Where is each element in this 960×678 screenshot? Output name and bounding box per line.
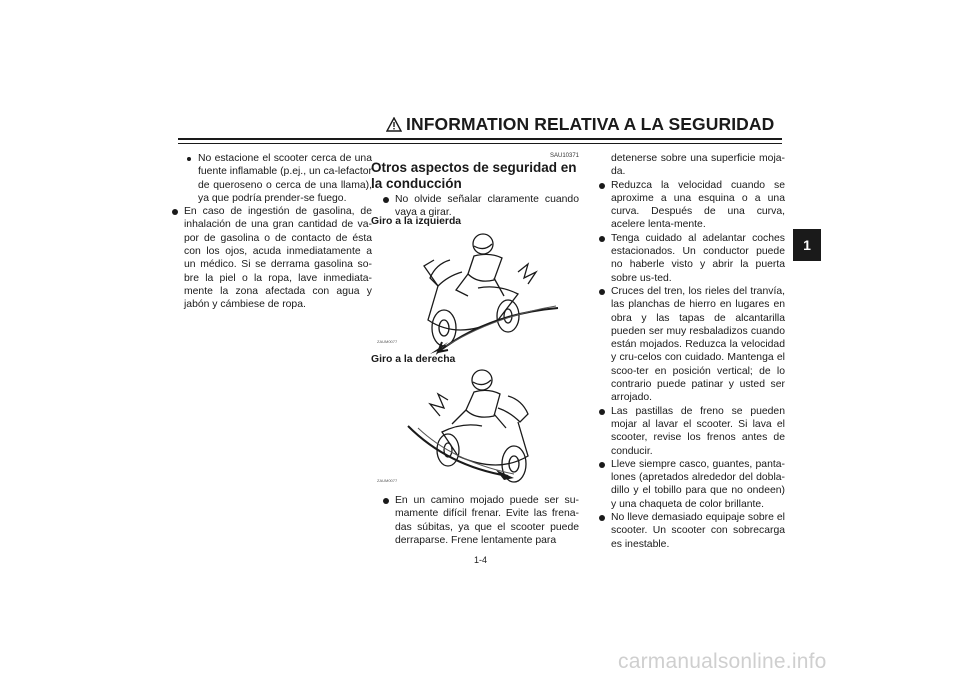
right-column xyxy=(597,152,785,551)
bullet-icon xyxy=(599,409,605,415)
continuation-text: detenerse sobre una superficie moja-da. xyxy=(611,153,785,178)
list-item xyxy=(170,205,372,311)
list-item xyxy=(184,152,372,205)
list-item-text: Cruces del tren, los rieles del tranvía, las planchas de hierro en lugares en obra y las tapas de alcantarilla pueden ser muy resbaladizos cuando están mojados. Reduzca la velocidad y cru-celos con cuidado. Mantenga el scoo-ter en posición vertical; de lo contrario puede patinar y usted ser arrojado. xyxy=(611,285,785,404)
list-item-text: Tenga cuidado al adelantar coches estacionados. Un conductor puede no haberle visto y abrir la puerta sobre us-ted. xyxy=(611,232,785,284)
bullet-icon xyxy=(172,209,178,215)
list-item xyxy=(597,232,785,285)
list-item xyxy=(597,511,785,551)
list-item-text: No olvide señalar claramente cuando vaya a girar. xyxy=(395,194,579,219)
list-item-text: En caso de ingestión de gasolina, de inhalación de una gran cantidad de va-por de gasolina o de contacto de ésta con los ojos, acuda inmediatamente a un médico. Si se derrama gasolina so-bre la piel o la ropa, lave inmediata-mente la zona afectada con agua y jabón y cámbiese de ropa. xyxy=(184,206,372,311)
list-item-text: No estacione el scooter cerca de una fuente inflamable (p.ej., un ca-lefactor de queroseno o cerca de una llama), ya que podría prender-se fuego. xyxy=(198,153,372,204)
bullet-icon xyxy=(599,236,605,242)
chapter-tab[interactable]: 1 xyxy=(793,229,821,261)
left-turn-heading: Giro a la izquierda xyxy=(371,216,462,227)
bullet-icon xyxy=(599,515,605,521)
right-turn-heading: Giro a la derecha xyxy=(371,354,456,365)
page-title: INFORMATION RELATIVA A LA SEGURIDAD xyxy=(406,114,775,134)
list-item xyxy=(381,494,579,547)
list-item-text: No lleve demasiado equipaje sobre el scooter. Un scooter con sobrecarga es inestable. xyxy=(611,512,785,550)
left-column xyxy=(172,152,372,312)
list-item-text: Lleve siempre casco, guantes, panta-lones (apretados alrededor del dobla-dillo y el tobillo para que no ondeen) y una chaqueta de color brillante. xyxy=(611,458,785,510)
list-item-text: Las pastillas de freno se pueden mojar al lavar el scooter. Si lava el scooter, revise los frenos antes de conducir. xyxy=(611,405,785,457)
bullet-icon xyxy=(187,157,191,161)
page-header xyxy=(386,114,786,138)
page-number: 1-4 xyxy=(474,555,488,565)
bullet-icon xyxy=(599,289,605,295)
list-item-text: Reduzca la velocidad cuando se aproxime a una esquina o a una curva. Después de una curva, acelere lenta-mente. xyxy=(611,179,785,231)
bullet-icon xyxy=(599,183,605,189)
header-rule xyxy=(178,138,782,140)
warning-triangle-icon xyxy=(386,117,402,132)
list-item xyxy=(597,458,785,511)
figure-code: ZAUM0077 xyxy=(377,339,398,344)
list-item xyxy=(597,179,785,232)
list-item xyxy=(597,405,785,458)
bullet-icon xyxy=(599,462,605,468)
bullet-icon xyxy=(383,197,389,203)
scooter-right-turn-illustration xyxy=(378,366,578,486)
section-title: Otros aspectos de seguridad en la conducción xyxy=(371,160,577,191)
scooter-left-turn-illustration xyxy=(378,228,578,356)
bullet-icon xyxy=(383,498,389,504)
list-item xyxy=(597,285,785,405)
wet-road-item xyxy=(381,494,579,547)
watermark[interactable]: carmanualsonline.info xyxy=(618,650,827,673)
header-rule-thin xyxy=(178,143,782,144)
section-code: SAU10371 xyxy=(550,153,580,159)
figure-code: ZAUM0077 xyxy=(377,478,398,483)
list-item-text: En un camino mojado puede ser su-mamente difícil frenar. Evite las frena-das súbitas, ya que el scooter puede derraparse. Frene lentamente para xyxy=(395,495,579,546)
